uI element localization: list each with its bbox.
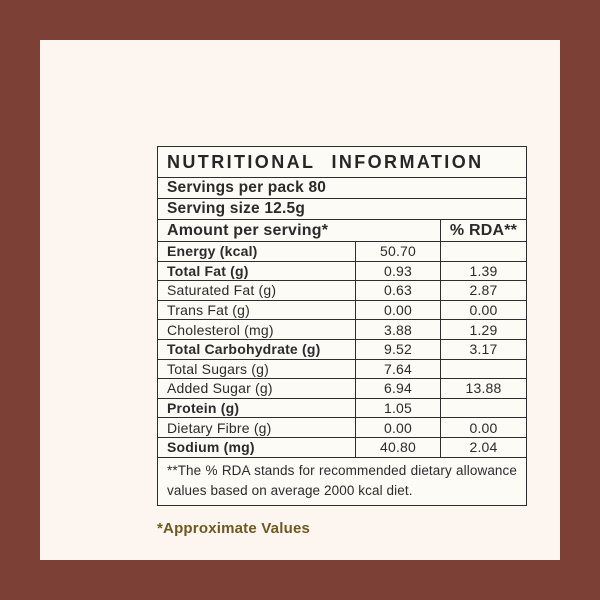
table-row-total-fat — [158, 261, 527, 281]
row-value: 0.00 — [356, 300, 441, 320]
row-rda: 3.17 — [441, 339, 527, 359]
row-value: 7.64 — [356, 359, 441, 379]
approximate-values-caption: *Approximate Values — [157, 520, 311, 537]
table-row-energy — [158, 242, 527, 262]
row-rda: 0.00 — [441, 418, 527, 438]
row-rda: 0.00 — [441, 300, 527, 320]
row-rda: 13.88 — [441, 379, 527, 399]
footnote-row — [158, 457, 527, 506]
row-value: 50.70 — [356, 242, 441, 262]
row-rda — [441, 398, 527, 418]
row-rda — [441, 359, 527, 379]
table-row-trans-fat — [158, 300, 527, 320]
row-value: 1.05 — [356, 398, 441, 418]
row-value: 0.63 — [356, 281, 441, 301]
rda-footnote: **The % RDA stands for recommended dietary allowance values based on average 2000 kcal diet. — [158, 457, 527, 506]
table-row-total-carbohydrate — [158, 339, 527, 359]
row-rda: 2.04 — [441, 437, 527, 457]
row-label: Protein (g) — [158, 398, 356, 418]
table-title-row — [158, 147, 527, 178]
table-row-saturated-fat — [158, 281, 527, 301]
column-header-row — [158, 220, 527, 242]
row-value: 0.93 — [356, 261, 441, 281]
table-row-protein — [158, 398, 527, 418]
row-label: Dietary Fibre (g) — [158, 418, 356, 438]
serving-size-row — [158, 199, 527, 220]
table-row-sodium — [158, 437, 527, 457]
row-value: 9.52 — [356, 339, 441, 359]
amount-per-serving-header: Amount per serving* — [158, 220, 441, 242]
row-label: Added Sugar (g) — [158, 379, 356, 399]
rda-header: % RDA** — [441, 220, 527, 242]
row-rda: 1.29 — [441, 320, 527, 340]
row-label: Total Fat (g) — [158, 261, 356, 281]
row-label: Energy (kcal) — [158, 242, 356, 262]
row-rda: 2.87 — [441, 281, 527, 301]
servings-per-pack: Servings per pack 80 — [158, 178, 527, 199]
table-row-dietary-fibre — [158, 418, 527, 438]
table-row-added-sugar — [158, 379, 527, 399]
row-label: Total Carbohydrate (g) — [158, 339, 356, 359]
servings-row — [158, 178, 527, 199]
row-rda — [441, 242, 527, 262]
table-row-total-sugars — [158, 359, 527, 379]
row-label: Trans Fat (g) — [158, 300, 356, 320]
row-value: 6.94 — [356, 379, 441, 399]
label-panel — [40, 40, 560, 560]
row-value: 3.88 — [356, 320, 441, 340]
row-value: 40.80 — [356, 437, 441, 457]
row-label: Sodium (mg) — [158, 437, 356, 457]
row-label: Total Sugars (g) — [158, 359, 356, 379]
nutrition-table — [157, 146, 527, 506]
row-label: Cholesterol (mg) — [158, 320, 356, 340]
table-row-cholesterol — [158, 320, 527, 340]
table-title: NUTRITIONAL INFORMATION — [158, 147, 527, 178]
row-value: 0.00 — [356, 418, 441, 438]
serving-size: Serving size 12.5g — [158, 199, 527, 220]
row-label: Saturated Fat (g) — [158, 281, 356, 301]
row-rda: 1.39 — [441, 261, 527, 281]
